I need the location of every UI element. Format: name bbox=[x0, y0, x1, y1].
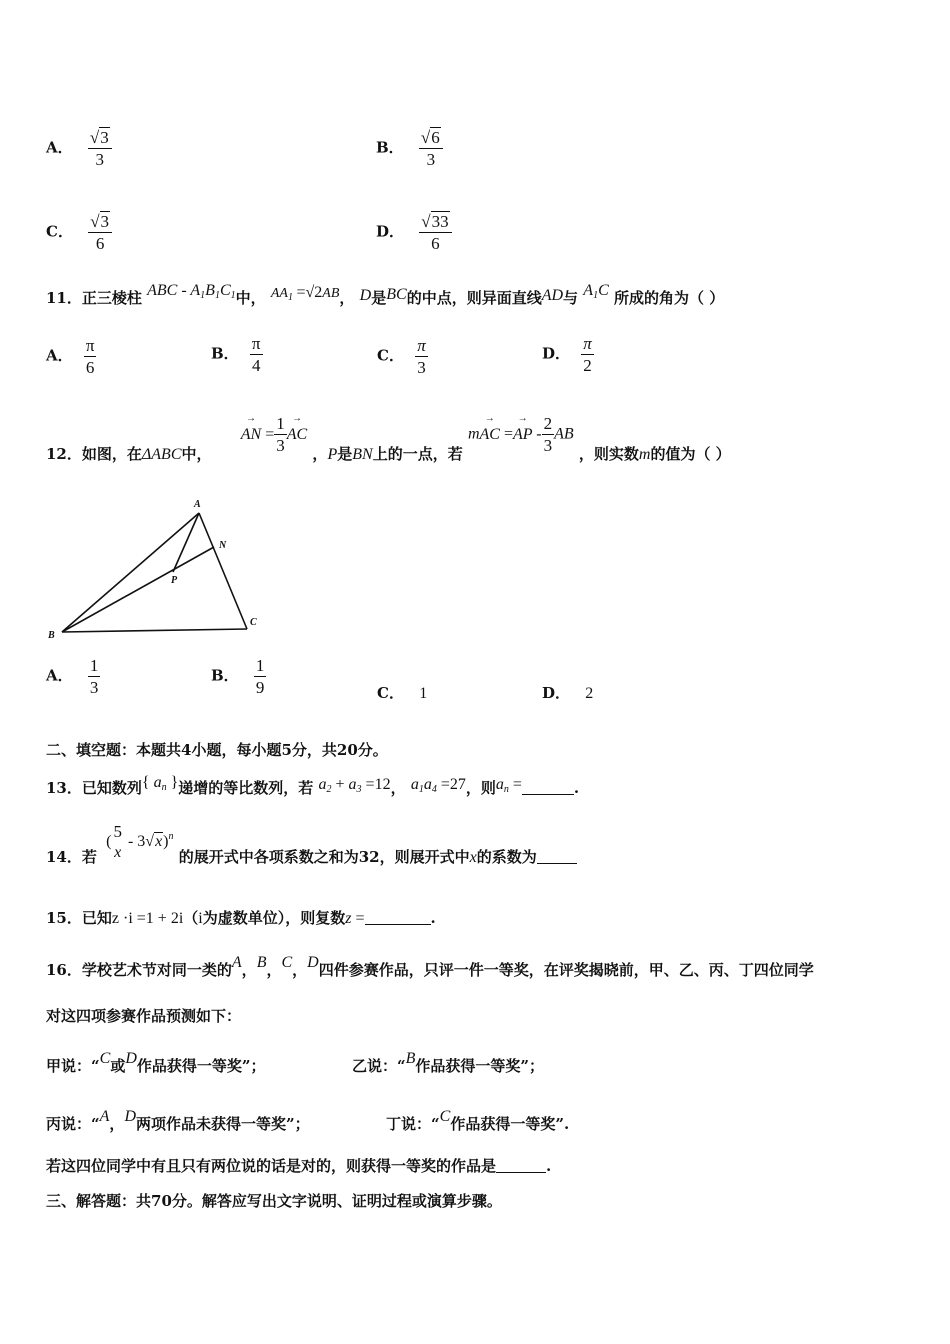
triangle-figure bbox=[40, 492, 270, 652]
q11-stem: 11．正三棱柱 ABC - $A_1B_1C_1$中， $AA_1 =√2AB$， D是BC的中点，则异面直线AD与 $A_1C$ 所成的角为（ ） bbox=[46, 282, 725, 307]
q16-yi: 乙说：“B作品获得一等奖”； bbox=[352, 1050, 545, 1075]
q10-option-a: A． $\frac{√3}{3}$ bbox=[46, 128, 112, 169]
q12-option-d: D． 2 bbox=[542, 684, 594, 702]
q12-option-c: C． 1 bbox=[377, 684, 428, 702]
segment-bn bbox=[62, 547, 214, 632]
q14-stem: 14．若 ( 5 x - 3√x)$^n$ 的展开式中各项系数之和为32，则展开式中x的系数为 bbox=[46, 822, 577, 867]
q16-stem-line2: 对这四项参赛作品预测如下： bbox=[46, 1007, 242, 1025]
q11-option-d: D． $\frac{\pi}{2}$ bbox=[542, 334, 592, 375]
q11-option-c: C． $\frac{\pi}{3}$ bbox=[377, 336, 426, 377]
label-n: N bbox=[219, 540, 227, 551]
label-b: B bbox=[48, 630, 55, 641]
q16-question: 若这四位同学中有且只有两位说的话是对的，则获得一等奖的作品是 . bbox=[46, 1157, 552, 1175]
q16-jia: 甲说：“C或D作品获得一等奖”； bbox=[46, 1050, 266, 1075]
q16-ding: 丁说：“C作品获得一等奖”. bbox=[386, 1108, 570, 1133]
segment-bc bbox=[62, 629, 247, 632]
q12-option-b: B． $\frac{1}{9}$ bbox=[211, 656, 265, 697]
q15-stem: 15．已知z ·i =1 + 2i（i为虚数单位），则复数z = . bbox=[46, 909, 436, 927]
q12-option-a: A． $\frac{1}{3}$ bbox=[46, 656, 99, 697]
section-3-heading: 三、解答题：共70分。解答应写出文字说明、证明过程或演算步骤。 bbox=[46, 1192, 502, 1210]
q10-option-b: B． $\frac{√6}{3}$ bbox=[376, 128, 443, 169]
segment-ac bbox=[199, 513, 247, 629]
label-c: C bbox=[250, 617, 257, 628]
q16-bing: 丙说：“A，D两项作品未获得一等奖”； bbox=[46, 1108, 310, 1133]
section-2-heading: 二、填空题：本题共4小题，每小题5分，共20分。 bbox=[46, 741, 388, 759]
q13-stem: 13．已知数列{ $a_n$ }递增的等比数列，若 $a_2 + a_3 =12$， $a_1a_4 =27$，则$a_n$ = . bbox=[46, 774, 580, 797]
q11-option-a: A． $\frac{\pi}{6}$ bbox=[46, 336, 95, 377]
q10-option-c: C． $\frac{√3}{6}$ bbox=[46, 212, 112, 253]
q10-option-d: D． $\frac{√33}{6}$ bbox=[376, 212, 452, 253]
q16-stem-line1: 16．学校艺术节对同一类的A，B，C，D四件参赛作品，只评一件一等奖，在评奖揭晓前，甲、乙、丙、丁四位同学 bbox=[46, 954, 814, 979]
label-p: P bbox=[171, 575, 178, 586]
q11-option-b: B． $\frac{\pi}{4}$ bbox=[211, 334, 261, 375]
label-a: A bbox=[194, 499, 201, 510]
q12-stem: 12．如图，在ΔABC中， → AN = $\frac{1}{3}$ → AC ，P是BN上的一点，若 m→ AC =→ AP - $\frac{2}{3}$ AB ，则实数m的值为（ ） bbox=[46, 414, 731, 464]
segment-ab bbox=[62, 513, 199, 632]
